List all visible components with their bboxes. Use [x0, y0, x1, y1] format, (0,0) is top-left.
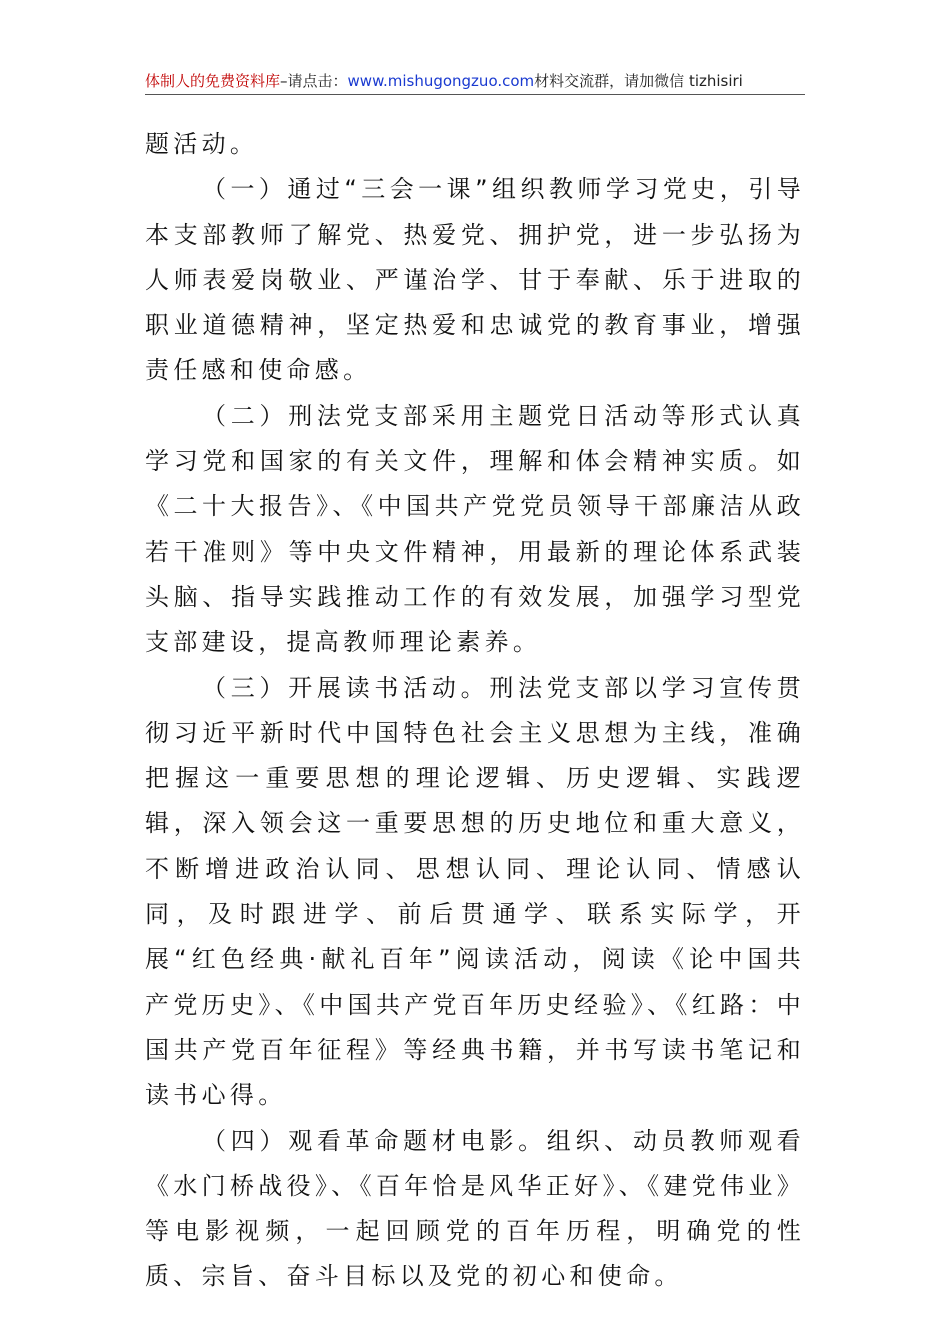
page-header [145, 68, 805, 94]
paragraph-section-2: （二）刑法党支部采用主题党日活动等形式认真学习党和国家的有关文件，理解和体会精神实质。如《二十大报告》、《中国共产党党员领导干部廉洁从政若干准则》等中央文件精神，用最新的理论体系武装头脑、指导实践推动工作的有效发展，加强学习型党支部建设，提高教师理论素养。 [145, 401, 805, 657]
paragraph-section-1: （一）通过“三会一课”组织教师学习党史，引导本支部教师了解党、热爱党、拥护党，进一步弘扬为人师表爱岗敬业、严谨治学、甘于奉献、乐于进取的职业道德精神，坚定热爱和忠诚党的教育事业，增强责任感和使命感。 [145, 175, 805, 385]
header-brand: 体制人的免费资料库 [145, 72, 281, 90]
header-suffix: 材料交流群，请加微信 tizhisiri [534, 72, 743, 90]
document-body [145, 122, 805, 1300]
header-url-link[interactable]: www.mishugongzuo.com [347, 72, 535, 90]
paragraph-section-4: （四）观看革命题材电影。组织、动员教师观看《水门桥战役》、《百年恰是风华正好》、《建党伟业》等电影视频，一起回顾党的百年历程，明确党的性质、宗旨、奋斗目标以及党的初心和使命。 [145, 1126, 805, 1291]
paragraph-section-3: （三）开展读书活动。刑法党支部以学习宣传贯彻习近平新时代中国特色社会主义思想为主线，准确把握这一重要思想的理论逻辑、历史逻辑、实践逻辑，深入领会这一重要思想的历史地位和重大意义，不断增进政治认同、思想认同、理论认同、情感认同，及时跟进学、前后贯通学、联系实际学，开展“红色经典·献礼百年”阅读活动，阅读《论中国共产党历史》、《中国共产党百年历史经验》、《红路：中国共产党百年征程》等经典书籍，并书写读书笔记和读书心得。 [145, 673, 805, 1110]
header-divider [145, 94, 805, 95]
header-prompt: –请点击： [280, 72, 348, 90]
paragraph-continuation: 题活动。 [145, 130, 259, 158]
